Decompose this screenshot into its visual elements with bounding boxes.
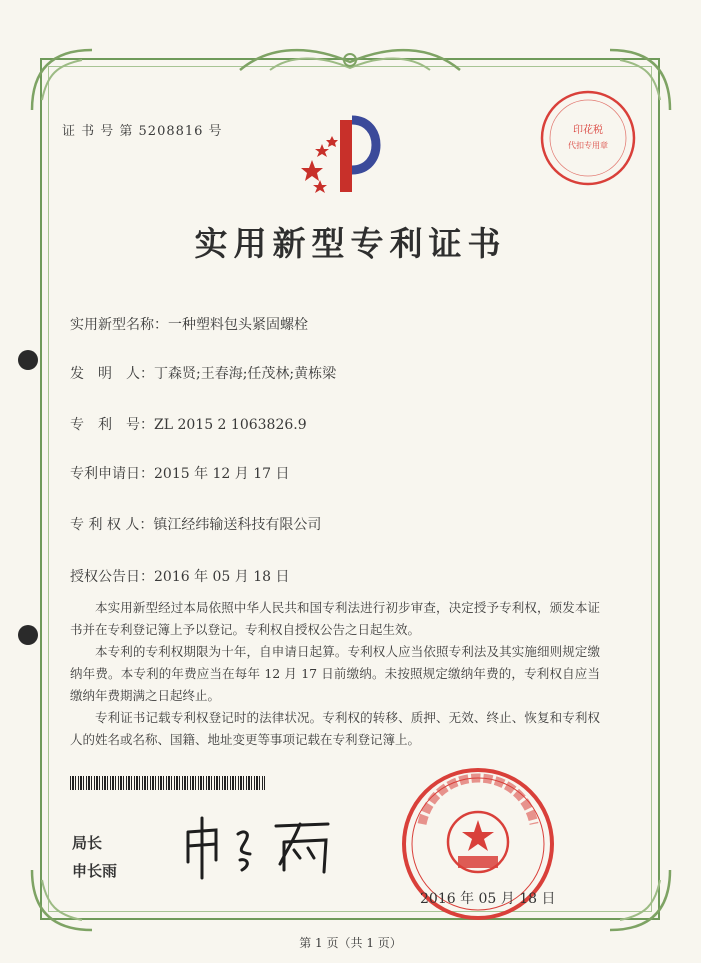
field-value: ZL 2015 2 1063826.9 [154, 417, 307, 433]
field-grant-date [70, 566, 290, 586]
field-value: 一种塑料包头紧固螺栓 [168, 317, 308, 333]
tax-seal [538, 88, 638, 188]
field-patent-number [70, 414, 307, 434]
field-label: 授权公告日： [70, 569, 154, 585]
paragraph-term: 本专利的专利权期限为十年，自申请日起算。专利权人应当依照专利法及其实施细则规定缴纳年费。本专利的年费应当在每年 12 月 17 日前缴纳。未按照规定缴纳年费的，专利权自应当缴纳年费期满之日起终止。 [70, 644, 600, 703]
patent-office-logo [292, 110, 392, 200]
paragraph-status: 专利证书记载专利权登记时的法律状况。专利权的转移、质押、无效、终止、恢复和专利权人的姓名或名称、国籍、地址变更等事项记载在专利登记簿上。 [70, 710, 600, 747]
svg-text:印花税: 印花税 [573, 125, 603, 136]
field-label: 专 利 权 人： [70, 517, 154, 533]
field-label: 专 利 号： [70, 417, 154, 433]
field-patentee [70, 514, 321, 534]
director-name: 申长雨 [72, 862, 118, 880]
field-value: 2015 年 12 月 17 日 [154, 466, 290, 482]
field-value: 丁森贤;王春海;任茂林;黄栋梁 [154, 366, 337, 382]
field-label: 发 明 人： [70, 366, 154, 382]
field-application-date [70, 463, 290, 483]
seal-date: 2016 年 05 月 18 日 [420, 891, 556, 907]
top-ornament [230, 40, 470, 80]
binder-hole [18, 625, 38, 645]
corner-ornament [600, 860, 680, 940]
paragraph-grant: 本实用新型经过本局依照中华人民共和国专利法进行初步审查，决定授予专利权，颁发本证书并在专利登记簿上予以登记。专利权自授权公告之日起生效。 [70, 600, 600, 637]
corner-ornament [22, 40, 102, 120]
field-value: 2016 年 05 月 18 日 [154, 569, 290, 585]
certificate-title: 实用新型专利证书 [194, 224, 507, 263]
field-inventors [70, 363, 336, 383]
field-utility-model-name [70, 314, 308, 334]
field-value: 镇江经纬输送科技有限公司 [153, 517, 322, 533]
barcode [70, 776, 265, 790]
certificate-number: 证 书 号 第 5208816 号 [62, 124, 223, 139]
field-label: 专利申请日： [70, 466, 154, 482]
field-label: 实用新型名称： [70, 317, 168, 333]
binder-hole [18, 350, 38, 370]
director-signature [180, 812, 340, 882]
svg-text:代扣专用章: 代扣专用章 [568, 141, 608, 150]
director-title: 局长 [72, 834, 103, 852]
page-number: 第 1 页（共 1 页） [299, 936, 402, 950]
